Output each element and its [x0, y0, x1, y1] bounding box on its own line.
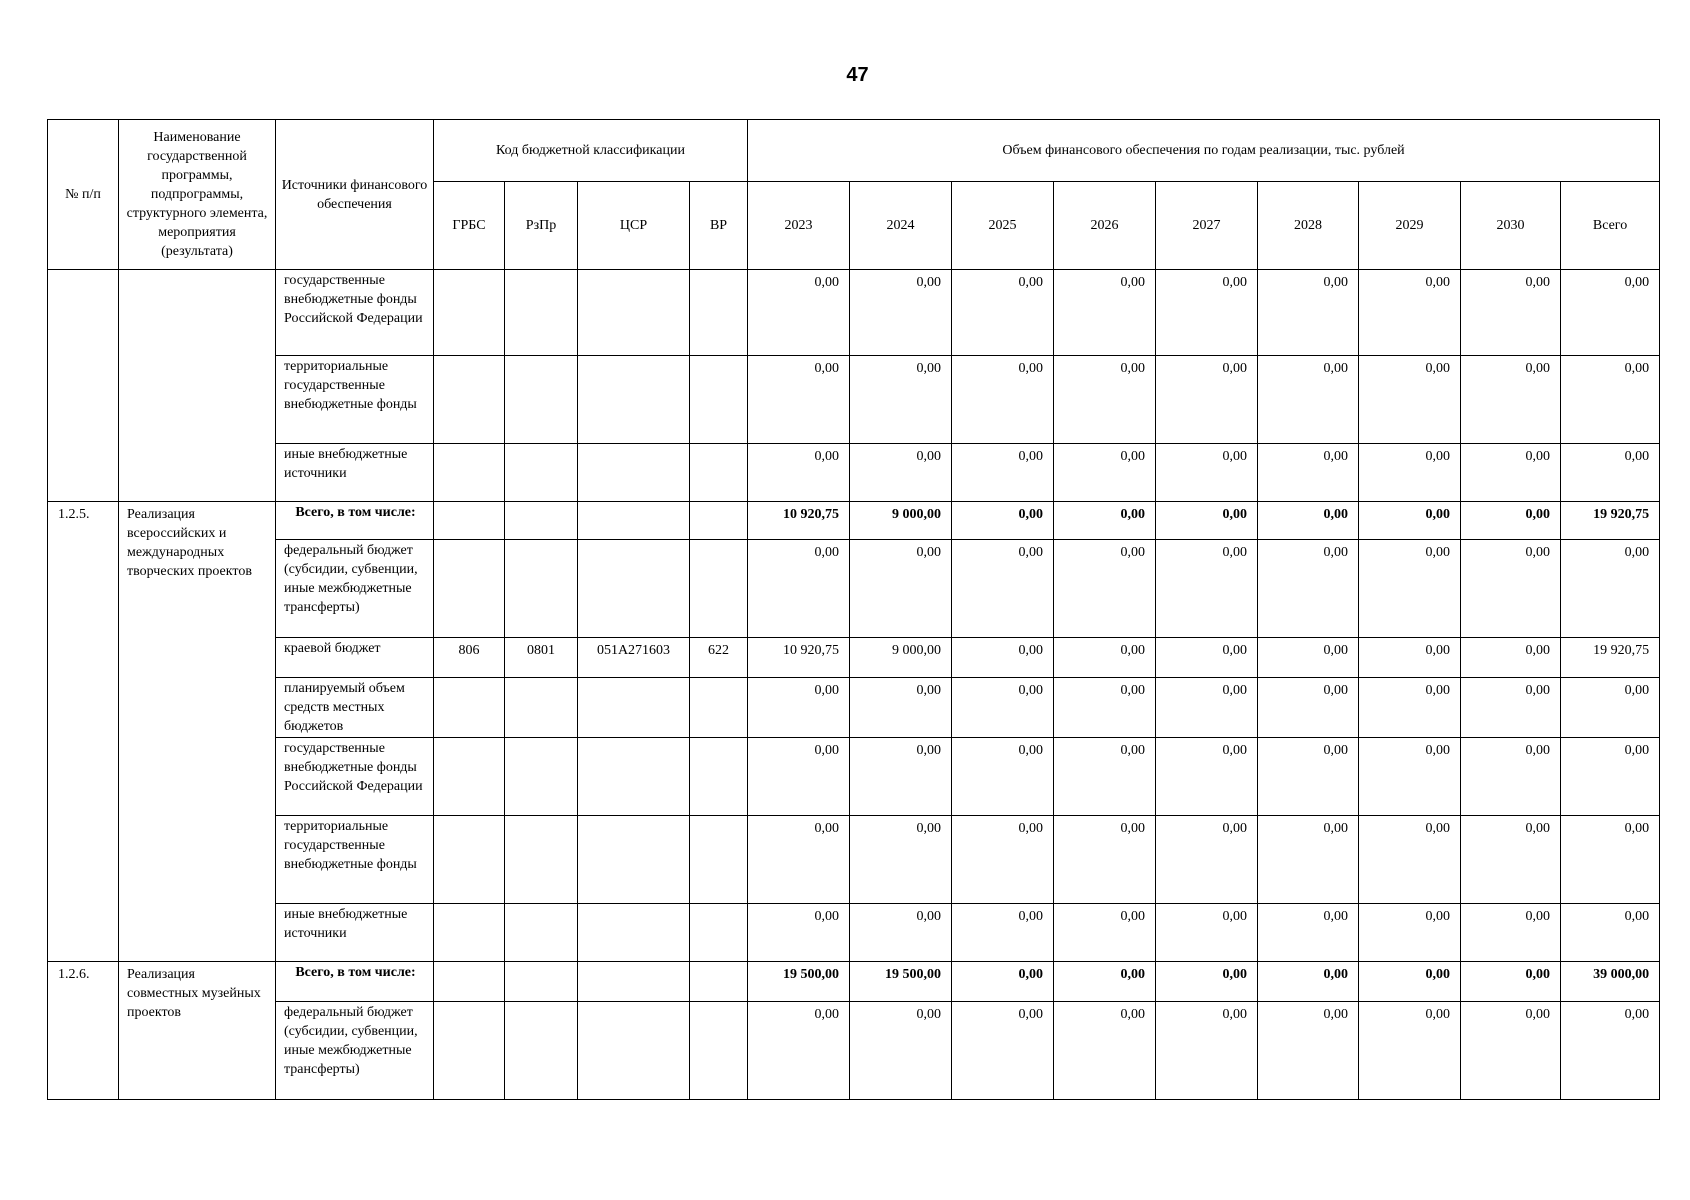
cell-year-value: 0,00 [1156, 540, 1258, 638]
cell-grbs [434, 904, 505, 962]
cell-year-value: 0,00 [1054, 444, 1156, 502]
table-row [48, 638, 1660, 678]
cell-year-value: 0,00 [850, 356, 952, 444]
cell-year-value: 0,00 [1156, 816, 1258, 904]
cell-year-value: 0,00 [1156, 502, 1258, 540]
cell-year-value: 0,00 [850, 738, 952, 816]
cell-year-value: 0,00 [1461, 1002, 1561, 1100]
header-year-2025: 2025 [952, 182, 1054, 270]
row-number [48, 270, 119, 502]
cell-csr [578, 356, 690, 444]
cell-year-value: 0,00 [1054, 904, 1156, 962]
table-row [48, 678, 1660, 738]
cell-grbs [434, 502, 505, 540]
cell-vr [690, 1002, 748, 1100]
table-row [48, 356, 1660, 444]
header-year-2027: 2027 [1156, 182, 1258, 270]
cell-year-value: 0,00 [748, 444, 850, 502]
header-num: № п/п [48, 120, 119, 270]
cell-year-value: 0,00 [850, 678, 952, 738]
cell-year-value: 0,00 [748, 540, 850, 638]
cell-csr [578, 270, 690, 356]
cell-rzpr [505, 678, 578, 738]
cell-year-value: 0,00 [1054, 638, 1156, 678]
cell-csr [578, 962, 690, 1002]
cell-total: 19 920,75 [1561, 502, 1660, 540]
table-row [48, 816, 1660, 904]
cell-year-value: 0,00 [1054, 270, 1156, 356]
cell-year-value: 0,00 [1359, 962, 1461, 1002]
cell-year-value: 0,00 [748, 738, 850, 816]
cell-year-value: 10 920,75 [748, 502, 850, 540]
cell-rzpr [505, 1002, 578, 1100]
cell-vr [690, 904, 748, 962]
cell-grbs [434, 356, 505, 444]
cell-year-value: 0,00 [748, 904, 850, 962]
cell-year-value: 0,00 [1156, 444, 1258, 502]
cell-year-value: 0,00 [1258, 904, 1359, 962]
cell-vr [690, 444, 748, 502]
cell-rzpr [505, 444, 578, 502]
header-row-top [48, 120, 1660, 182]
cell-year-value: 0,00 [748, 816, 850, 904]
row-funding-source: иные внебюджетные источники [276, 444, 434, 502]
cell-rzpr [505, 540, 578, 638]
row-funding-source: территориальные государственные внебюджетные фонды [276, 356, 434, 444]
table-row [48, 270, 1660, 356]
header-volume-group: Объем финансового обеспечения по годам реализации, тыс. рублей [748, 120, 1660, 182]
table-row [48, 444, 1660, 502]
cell-year-value: 0,00 [952, 816, 1054, 904]
header-code-group: Код бюджетной классификации [434, 120, 748, 182]
cell-year-value: 0,00 [1461, 502, 1561, 540]
table-body [48, 270, 1660, 1100]
cell-year-value: 0,00 [1054, 816, 1156, 904]
row-funding-source: краевой бюджет [276, 638, 434, 678]
cell-vr [690, 962, 748, 1002]
cell-year-value: 0,00 [1359, 1002, 1461, 1100]
cell-total: 0,00 [1561, 540, 1660, 638]
cell-year-value: 0,00 [952, 638, 1054, 678]
cell-year-value: 0,00 [952, 540, 1054, 638]
cell-csr [578, 904, 690, 962]
header-year-2030: 2030 [1461, 182, 1561, 270]
cell-year-value: 0,00 [1359, 270, 1461, 356]
cell-vr [690, 502, 748, 540]
table-row [48, 738, 1660, 816]
cell-year-value: 9 000,00 [850, 502, 952, 540]
header-grbs: ГРБС [434, 182, 505, 270]
cell-year-value: 0,00 [1359, 816, 1461, 904]
cell-year-value: 0,00 [1359, 638, 1461, 678]
cell-year-value: 0,00 [1258, 1002, 1359, 1100]
cell-year-value: 0,00 [1054, 1002, 1156, 1100]
table-row [48, 540, 1660, 638]
header-year-2024: 2024 [850, 182, 952, 270]
table-row [48, 904, 1660, 962]
cell-grbs [434, 962, 505, 1002]
cell-year-value: 0,00 [952, 356, 1054, 444]
cell-year-value: 0,00 [1054, 678, 1156, 738]
row-funding-source: Всего, в том числе: [276, 962, 434, 1002]
cell-vr [690, 270, 748, 356]
cell-csr [578, 444, 690, 502]
cell-rzpr [505, 502, 578, 540]
header-total: Всего [1561, 182, 1660, 270]
row-measure-name: Реализация всероссийских и международных творческих проектов [119, 502, 276, 962]
cell-year-value: 0,00 [1258, 738, 1359, 816]
cell-year-value: 0,00 [1258, 356, 1359, 444]
row-measure-name [119, 270, 276, 502]
cell-total: 0,00 [1561, 738, 1660, 816]
cell-year-value: 0,00 [1258, 502, 1359, 540]
cell-total: 0,00 [1561, 904, 1660, 962]
row-funding-source: государственные внебюджетные фонды Российской Федерации [276, 738, 434, 816]
cell-year-value: 19 500,00 [748, 962, 850, 1002]
cell-rzpr [505, 738, 578, 816]
cell-rzpr [505, 356, 578, 444]
cell-year-value: 19 500,00 [850, 962, 952, 1002]
cell-year-value: 0,00 [1054, 540, 1156, 638]
header-name: Наименование государственной программы, подпрограммы, структурного элемента, мероприятия (результата) [119, 120, 276, 270]
cell-year-value: 0,00 [1156, 738, 1258, 816]
cell-vr [690, 816, 748, 904]
cell-year-value: 0,00 [850, 1002, 952, 1100]
cell-year-value: 0,00 [850, 904, 952, 962]
header-year-2028: 2028 [1258, 182, 1359, 270]
cell-year-value: 0,00 [1359, 738, 1461, 816]
row-number: 1.2.6. [48, 962, 119, 1100]
cell-year-value: 0,00 [850, 540, 952, 638]
cell-year-value: 0,00 [1359, 356, 1461, 444]
header-vr: ВР [690, 182, 748, 270]
cell-year-value: 0,00 [1258, 638, 1359, 678]
cell-vr [690, 738, 748, 816]
cell-grbs [434, 270, 505, 356]
cell-total: 0,00 [1561, 816, 1660, 904]
cell-year-value: 0,00 [952, 962, 1054, 1002]
row-funding-source: планируемый объем средств местных бюджетов [276, 678, 434, 738]
cell-year-value: 0,00 [1461, 356, 1561, 444]
row-number: 1.2.5. [48, 502, 119, 962]
cell-vr [690, 540, 748, 638]
cell-rzpr [505, 816, 578, 904]
cell-year-value: 0,00 [1258, 962, 1359, 1002]
cell-year-value: 0,00 [1054, 738, 1156, 816]
cell-year-value: 0,00 [1461, 444, 1561, 502]
cell-year-value: 0,00 [952, 1002, 1054, 1100]
cell-year-value: 0,00 [748, 270, 850, 356]
cell-year-value: 0,00 [1054, 356, 1156, 444]
cell-csr [578, 540, 690, 638]
cell-grbs: 806 [434, 638, 505, 678]
cell-csr [578, 502, 690, 540]
cell-year-value: 0,00 [1258, 444, 1359, 502]
cell-csr [578, 738, 690, 816]
cell-total: 0,00 [1561, 1002, 1660, 1100]
cell-year-value: 0,00 [952, 678, 1054, 738]
header-year-2023: 2023 [748, 182, 850, 270]
cell-total: 39 000,00 [1561, 962, 1660, 1002]
cell-year-value: 0,00 [1461, 540, 1561, 638]
row-measure-name: Реализация совместных музейных проектов [119, 962, 276, 1100]
cell-year-value: 0,00 [1461, 638, 1561, 678]
cell-total: 0,00 [1561, 444, 1660, 502]
row-funding-source: государственные внебюджетные фонды Российской Федерации [276, 270, 434, 356]
cell-year-value: 0,00 [952, 904, 1054, 962]
cell-year-value: 0,00 [850, 270, 952, 356]
row-funding-source: федеральный бюджет (субсидии, субвенции, иные межбюджетные трансферты) [276, 540, 434, 638]
header-rzpr: РзПр [505, 182, 578, 270]
cell-csr: 051А271603 [578, 638, 690, 678]
cell-year-value: 0,00 [748, 678, 850, 738]
cell-year-value: 0,00 [1461, 678, 1561, 738]
cell-year-value: 0,00 [1054, 962, 1156, 1002]
cell-year-value: 0,00 [1461, 738, 1561, 816]
cell-year-value: 0,00 [952, 270, 1054, 356]
cell-csr [578, 678, 690, 738]
cell-year-value: 0,00 [1461, 962, 1561, 1002]
cell-year-value: 0,00 [1461, 270, 1561, 356]
cell-year-value: 0,00 [1054, 502, 1156, 540]
cell-total: 19 920,75 [1561, 638, 1660, 678]
table-row [48, 502, 1660, 540]
cell-year-value: 0,00 [1156, 962, 1258, 1002]
cell-year-value: 0,00 [1359, 502, 1461, 540]
header-year-2029: 2029 [1359, 182, 1461, 270]
cell-grbs [434, 1002, 505, 1100]
cell-year-value: 0,00 [850, 816, 952, 904]
cell-rzpr: 0801 [505, 638, 578, 678]
cell-grbs [434, 444, 505, 502]
cell-vr: 622 [690, 638, 748, 678]
cell-year-value: 0,00 [1461, 816, 1561, 904]
header-year-2026: 2026 [1054, 182, 1156, 270]
cell-total: 0,00 [1561, 678, 1660, 738]
cell-total: 0,00 [1561, 270, 1660, 356]
cell-grbs [434, 816, 505, 904]
row-funding-source: территориальные государственные внебюджетные фонды [276, 816, 434, 904]
cell-year-value: 0,00 [1258, 816, 1359, 904]
cell-year-value: 9 000,00 [850, 638, 952, 678]
cell-year-value: 0,00 [748, 356, 850, 444]
row-funding-source: федеральный бюджет (субсидии, субвенции, иные межбюджетные трансферты) [276, 1002, 434, 1100]
cell-year-value: 0,00 [1461, 904, 1561, 962]
cell-rzpr [505, 270, 578, 356]
cell-rzpr [505, 904, 578, 962]
row-funding-source: Всего, в том числе: [276, 502, 434, 540]
cell-rzpr [505, 962, 578, 1002]
cell-grbs [434, 540, 505, 638]
table-row [48, 962, 1660, 1002]
header-csr: ЦСР [578, 182, 690, 270]
row-funding-source: иные внебюджетные источники [276, 904, 434, 962]
cell-vr [690, 678, 748, 738]
cell-year-value: 0,00 [952, 738, 1054, 816]
cell-year-value: 0,00 [952, 502, 1054, 540]
cell-year-value: 0,00 [1258, 678, 1359, 738]
table-row [48, 1002, 1660, 1100]
cell-year-value: 0,00 [748, 1002, 850, 1100]
cell-year-value: 0,00 [1156, 678, 1258, 738]
cell-total: 0,00 [1561, 356, 1660, 444]
header-source: Источники финансового обеспечения [276, 120, 434, 270]
cell-grbs [434, 738, 505, 816]
cell-year-value: 0,00 [1359, 540, 1461, 638]
page-number: 47 [846, 64, 869, 86]
cell-year-value: 0,00 [1359, 444, 1461, 502]
cell-year-value: 0,00 [850, 444, 952, 502]
cell-year-value: 0,00 [952, 444, 1054, 502]
cell-year-value: 0,00 [1258, 270, 1359, 356]
cell-grbs [434, 678, 505, 738]
cell-year-value: 0,00 [1156, 638, 1258, 678]
cell-year-value: 0,00 [1156, 904, 1258, 962]
cell-year-value: 0,00 [1156, 1002, 1258, 1100]
cell-year-value: 0,00 [1156, 356, 1258, 444]
cell-csr [578, 1002, 690, 1100]
cell-vr [690, 356, 748, 444]
cell-year-value: 0,00 [1156, 270, 1258, 356]
cell-year-value: 10 920,75 [748, 638, 850, 678]
financing-table [47, 119, 1660, 1100]
cell-year-value: 0,00 [1359, 678, 1461, 738]
cell-year-value: 0,00 [1359, 904, 1461, 962]
cell-year-value: 0,00 [1258, 540, 1359, 638]
cell-csr [578, 816, 690, 904]
